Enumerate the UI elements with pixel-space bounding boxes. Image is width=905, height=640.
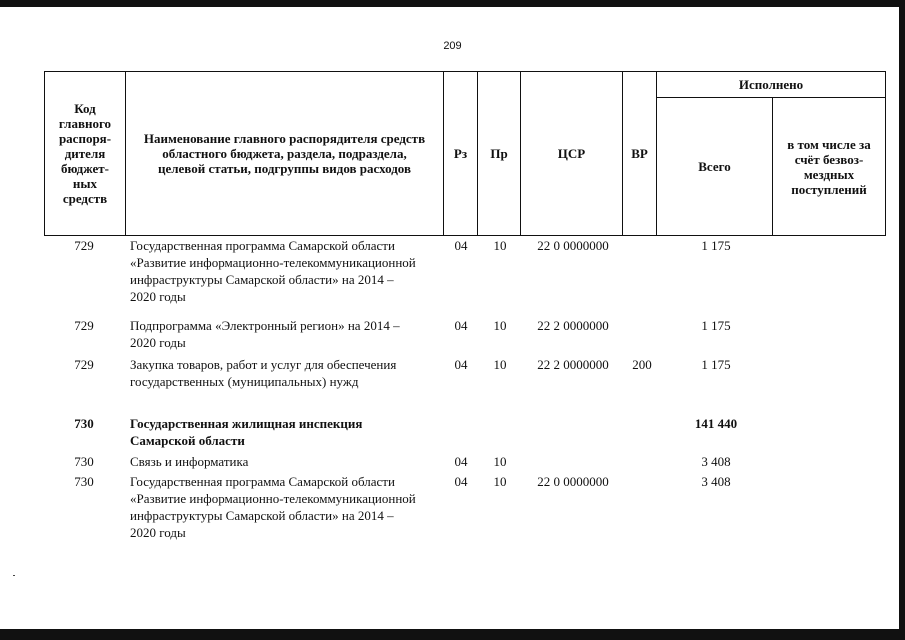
row-name: Закупка товаров, работ и услуг для обеспечения государственных (муниципальных) нужд <box>130 357 397 389</box>
row-csr: 22 0 0000000 <box>537 238 609 253</box>
row-name: Подпрограмма «Электронный регион» на 2014 – 2020 годы <box>130 318 400 350</box>
page-number: 209 <box>443 40 462 52</box>
row-rz: 04 <box>454 238 468 253</box>
row-rz: 04 <box>454 357 468 372</box>
header-line <box>885 71 886 236</box>
row-pr: 10 <box>493 474 507 489</box>
row-csr: 22 2 0000000 <box>537 318 609 333</box>
row-pr: 10 <box>493 238 507 253</box>
row-total: 1 175 <box>701 238 731 253</box>
header-executed: Исполнено <box>738 77 804 92</box>
row-csr: 22 0 0000000 <box>537 474 609 489</box>
scan-border-bottom <box>0 629 905 640</box>
header-total: Всего <box>698 159 731 174</box>
row-name: Государственная программа Самарской области «Развитие информационно-телекоммуникационной инфраструктуры Самарской области» на 2014 – 2020 годы <box>130 474 416 540</box>
row-rz: 04 <box>454 454 468 469</box>
header-code: Код главного распоря- дителя бюджет- ных средств <box>58 101 112 206</box>
row-name: Государственная жилищная инспекция Самарской области <box>130 416 363 448</box>
header-pr: Пр <box>490 146 508 161</box>
row-csr: 22 2 0000000 <box>537 357 609 372</box>
header-border-bottom <box>44 235 886 236</box>
row-code: 729 <box>74 238 94 253</box>
table-header <box>44 71 886 236</box>
row-code: 729 <box>74 318 94 333</box>
row-code: 730 <box>74 474 94 489</box>
scan-border-right <box>899 0 905 640</box>
scan-border-top <box>0 0 905 7</box>
row-name: Государственная программа Самарской области «Развитие информационно-телекоммуникационной инфраструктуры Самарской области» на 2014 – 2020 годы <box>130 238 416 304</box>
row-name: Связь и информатика <box>130 454 249 469</box>
header-csr: ЦСР <box>557 146 586 161</box>
header-gratuitous: в том числе за счёт безвоз- мездных поступлений <box>787 136 871 197</box>
row-rz: 04 <box>454 474 468 489</box>
row-pr: 10 <box>493 357 507 372</box>
header-rz: Рз <box>453 146 468 161</box>
row-pr: 10 <box>493 454 507 469</box>
row-code: 729 <box>74 357 94 372</box>
row-total: 3 408 <box>701 454 731 469</box>
header-name: Наименование главного распорядителя средств областного бюджета, раздела, подраздела, целевой статьи, подгруппы видов расходов <box>143 131 426 176</box>
row-code: 730 <box>74 416 94 431</box>
row-rz: 04 <box>454 318 468 333</box>
row-total: 1 175 <box>701 318 731 333</box>
row-pr: 10 <box>493 318 507 333</box>
scan-speck <box>13 575 15 576</box>
row-total: 1 175 <box>701 357 731 372</box>
row-vr: 200 <box>632 357 652 372</box>
row-total: 141 440 <box>694 416 738 431</box>
row-total: 3 408 <box>701 474 731 489</box>
header-vr: ВР <box>631 146 648 161</box>
row-code: 730 <box>74 454 94 469</box>
